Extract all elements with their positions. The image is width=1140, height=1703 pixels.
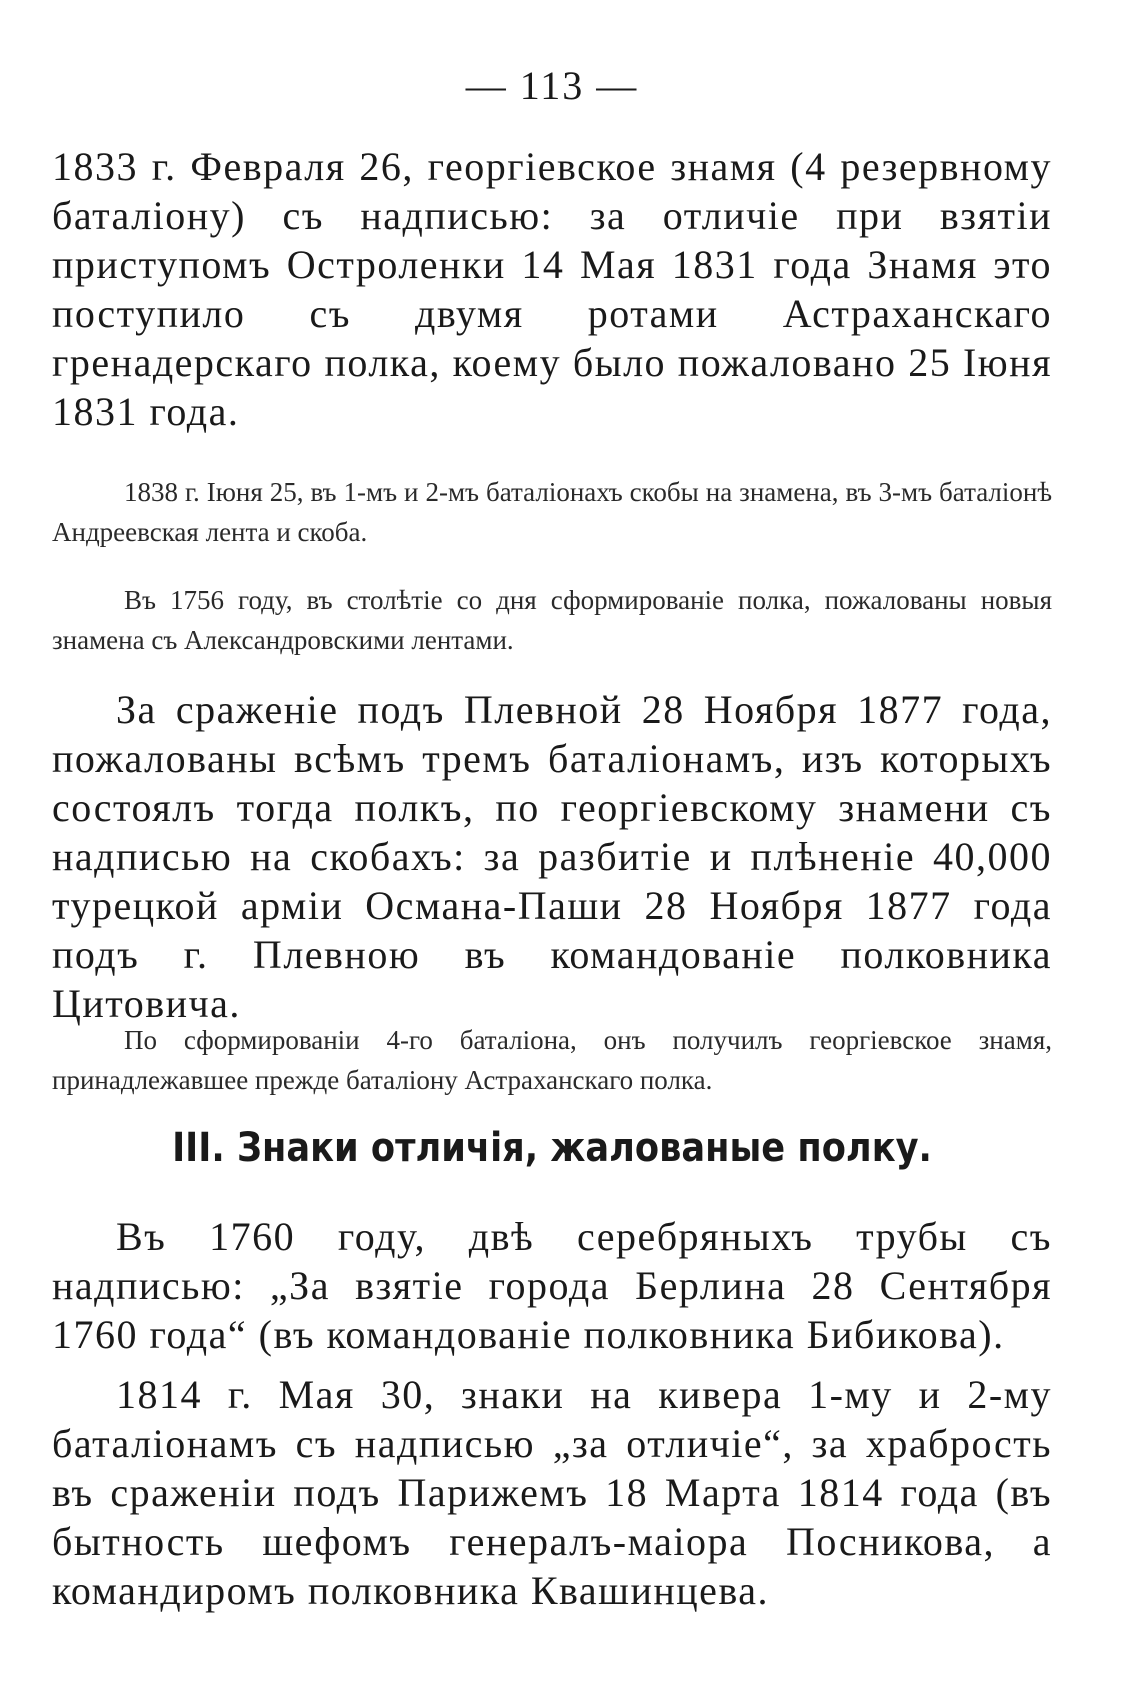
page-number: — 113 — bbox=[465, 63, 639, 108]
paragraph-4th-battalion: По сформированіи 4-го баталіона, онъ получилъ георгіевское знамя, принадлежавшее прежде баталіону Астраханскаго полка. bbox=[52, 1025, 1052, 1095]
paragraph-1833-banner: 1833 г. Февраля 26, георгіевское знамя (4 резервному баталіону) съ надписью: за отличіе при взятіи приступомъ Остроленки 14 Мая 1831 года Знамя это поступило съ двумя ротами Астраханскаго гренадерскаго полка, коему было пожаловано 25 Іюня 1831 года. bbox=[52, 144, 1052, 434]
paragraph-plevna-1877: За сраженіе подъ Плевной 28 Ноября 1877 года, пожалованы всѣмъ тремъ баталіонамъ, изъ которыхъ состоялъ тогда полкъ, по георгіевскому знамени съ надписью на скобахъ: за разбитіе и плѣненіе 40,000 турецкой арміи Османа-Паши 28 Ноября 1877 года подъ г. Плевною въ командованіе полковника Цитовича. bbox=[52, 687, 1052, 1026]
paragraph-1814-shako-badges: 1814 г. Мая 30, знаки на кивера 1-му и 2-му баталіонамъ съ надписью „за отличіе“, за храбрость въ сраженіи подъ Парижемъ 18 Марта 1814 года (въ бытность шефомъ генералъ-маіора Посникова, а командиромъ полковника Квашинцева. bbox=[52, 1372, 1052, 1613]
paragraph-1760-trumpets: Въ 1760 году, двѣ серебряныхъ трубы съ надписью: „За взятіе города Берлина 28 Сентября 1760 года“ (въ командованіе полковника Бибикова). bbox=[52, 1214, 1052, 1357]
paragraph-1838-clasps: 1838 г. Іюня 25, въ 1-мъ и 2-мъ баталіонахъ скобы на знамена, въ 3-мъ баталіонѣ Андреевская лента и скоба. bbox=[52, 477, 1052, 547]
section-heading: III. Знаки отличія, жалованые полку. bbox=[172, 1125, 932, 1171]
paragraph-1756-banners: Въ 1756 году, въ столѣтіе со дня сформированіе полка, пожалованы новыя знамена съ Александровскими лентами. bbox=[52, 585, 1052, 655]
document-page bbox=[52, 0, 1052, 1703]
